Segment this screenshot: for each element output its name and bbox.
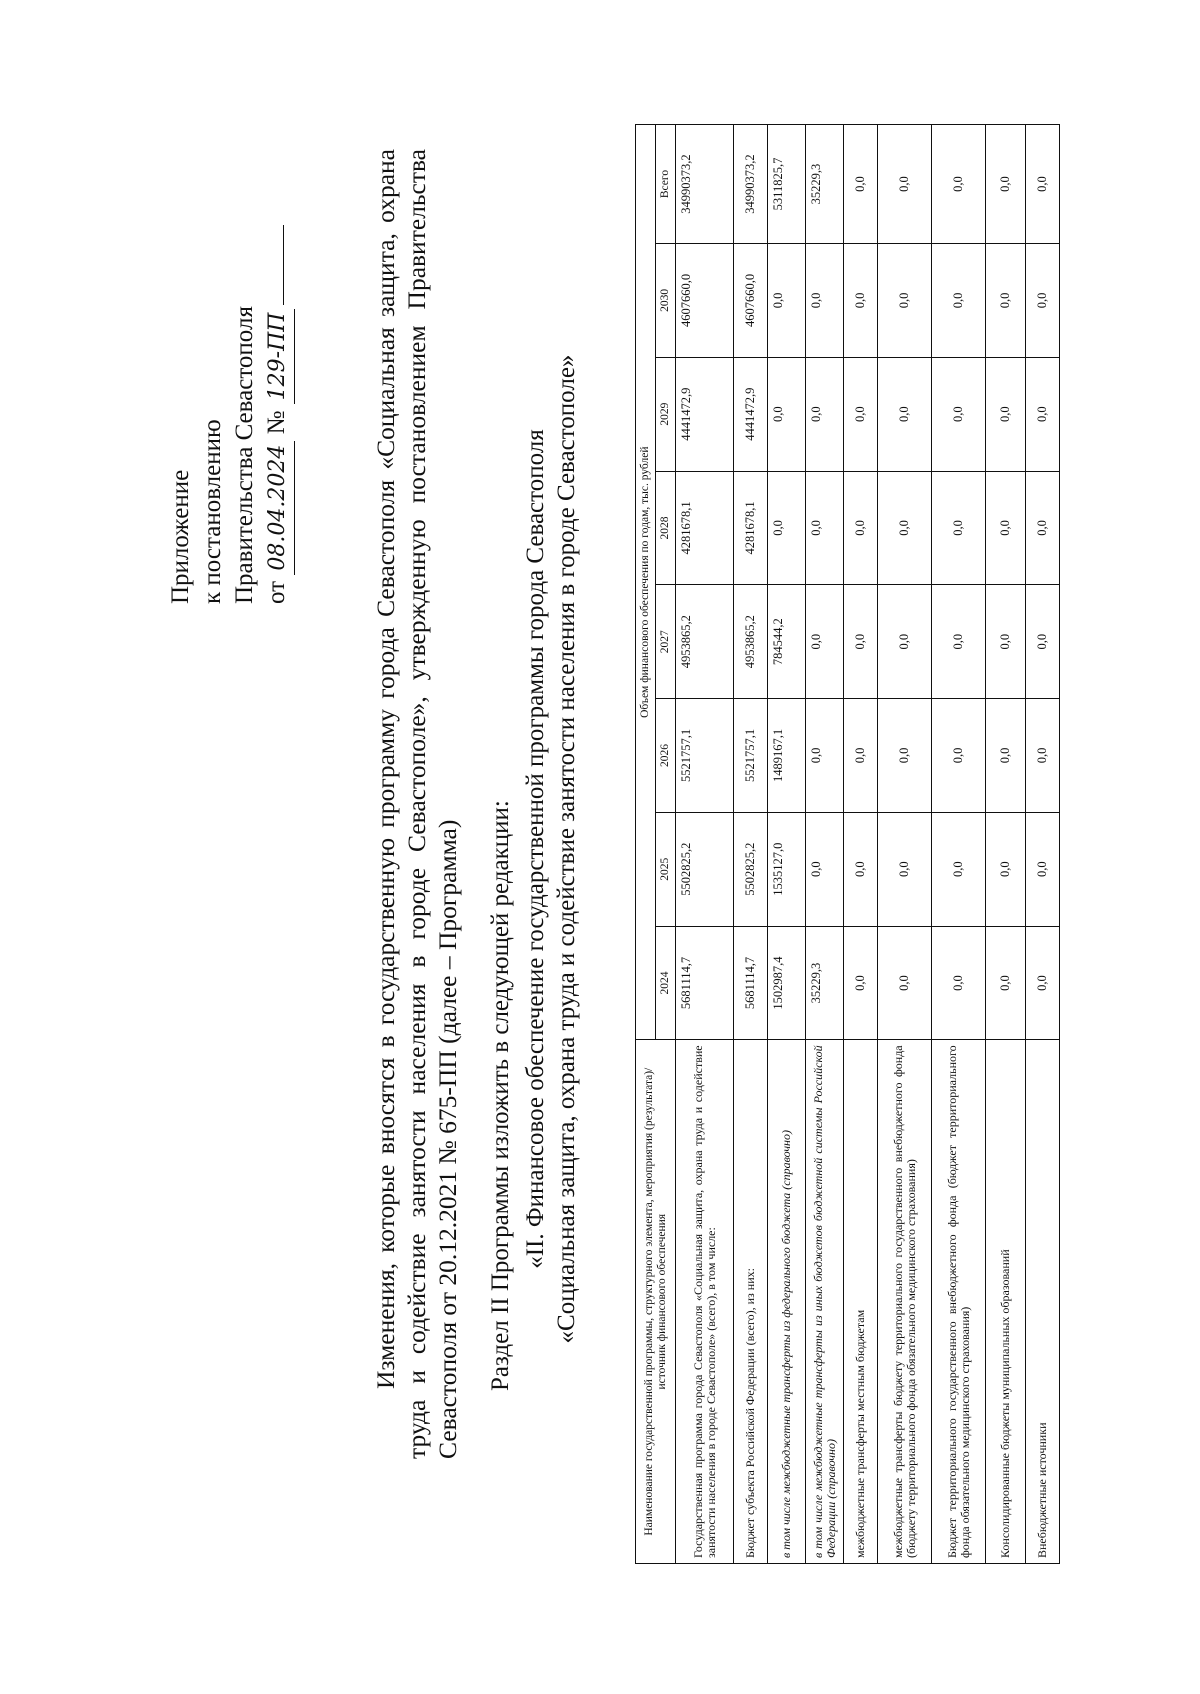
intro-paragraph — [370, 149, 463, 1459]
year-header: 2030 — [656, 244, 676, 358]
row-value: 0,0 — [806, 585, 844, 699]
row-name: Консолидированные бюджеты муниципальных образований — [986, 1040, 1026, 1564]
row-name: в том числе межбюджетные трансферты из иных бюджетов бюджетной системы Российской Федерации (справочно) — [806, 1040, 844, 1564]
number-underline — [283, 225, 284, 305]
table-row — [986, 125, 1026, 1564]
from-label: от — [263, 580, 290, 604]
row-value: 0,0 — [844, 812, 878, 926]
row-value: 0,0 — [844, 926, 878, 1040]
row-value: 0,0 — [986, 699, 1026, 813]
row-value: 5521757,1 — [676, 699, 734, 813]
row-value: 0,0 — [844, 471, 878, 585]
row-value: 5521757,1 — [734, 699, 768, 813]
row-value: 34990373,2 — [734, 125, 768, 244]
appendix-resolution: к постановлению — [199, 419, 226, 604]
financing-table — [635, 124, 1060, 1564]
row-value: 0,0 — [932, 585, 986, 699]
row-value: 0,0 — [986, 357, 1026, 471]
row-value: 0,0 — [932, 812, 986, 926]
row-value: 0,0 — [878, 926, 932, 1040]
handwritten-number: 129-ПП — [262, 309, 295, 405]
row-value: 0,0 — [768, 357, 806, 471]
row-value: 5681114,7 — [676, 926, 734, 1040]
table-row — [806, 125, 844, 1564]
year-header: 2027 — [656, 585, 676, 699]
section-title — [520, 184, 582, 1514]
row-value: 0,0 — [844, 125, 878, 244]
row-value: 0,0 — [932, 699, 986, 813]
table-row — [932, 125, 986, 1564]
row-value: 0,0 — [878, 357, 932, 471]
row-value: 0,0 — [986, 585, 1026, 699]
row-name: Бюджет территориального государственного внебюджетного фонда (бюджет территориального фонда обязательного медицинского страхования) — [932, 1040, 986, 1564]
appendix-government: Правительства Севастополя — [231, 306, 258, 604]
row-value: 5311825,7 — [768, 125, 806, 244]
row-name: межбюджетные трансферты бюджету территориального государственного внебюджетного фонда (бюджету территориального фонда обязательного медицинского страхования) — [878, 1040, 932, 1564]
table-row — [768, 125, 806, 1564]
row-value: 0,0 — [878, 244, 932, 358]
header-group-cell: Объем финансового обеспечения по годам, тыс. рублей — [636, 125, 656, 1040]
row-value: 0,0 — [1026, 244, 1060, 358]
row-value: 1489167,1 — [768, 699, 806, 813]
table-row — [676, 125, 734, 1564]
row-name: межбюджетные трансферты местным бюджетам — [844, 1040, 878, 1564]
row-value: 1535127,0 — [768, 812, 806, 926]
row-value: 0,0 — [878, 699, 932, 813]
row-value: 0,0 — [932, 471, 986, 585]
row-value: 0,0 — [1026, 926, 1060, 1040]
header-name-cell: Наименование государственной программы, структурного элемента, мероприятия (результата)/источник финансового обеспечения — [636, 1040, 676, 1564]
row-value: 0,0 — [844, 357, 878, 471]
row-value: 0,0 — [1026, 699, 1060, 813]
row-name: Бюджет субъекта Российской Федерации (всего), из них: — [734, 1040, 768, 1564]
row-value: 0,0 — [806, 812, 844, 926]
row-value: 5502825,2 — [734, 812, 768, 926]
row-value: 4441472,9 — [676, 357, 734, 471]
row-name: Внебюджетные источники — [1026, 1040, 1060, 1564]
row-value: 0,0 — [1026, 125, 1060, 244]
row-value: 0,0 — [932, 926, 986, 1040]
total-header: Всего — [656, 125, 676, 244]
row-value: 0,0 — [932, 244, 986, 358]
row-value: 4607660,0 — [676, 244, 734, 358]
row-value: 35229,3 — [806, 926, 844, 1040]
appendix-block — [165, 225, 295, 604]
row-value: 0,0 — [986, 926, 1026, 1040]
number-sign: № — [263, 410, 290, 435]
row-value: 0,0 — [1026, 585, 1060, 699]
row-value: 0,0 — [986, 125, 1026, 244]
row-value: 0,0 — [878, 812, 932, 926]
row-value: 784544,2 — [768, 585, 806, 699]
row-value: 4281678,1 — [676, 471, 734, 585]
row-value: 4607660,0 — [734, 244, 768, 358]
row-value: 4441472,9 — [734, 357, 768, 471]
row-value: 0,0 — [986, 471, 1026, 585]
row-value: 4953865,2 — [676, 585, 734, 699]
row-name: в том числе межбюджетные трансферты из федерального бюджета (справочно) — [768, 1040, 806, 1564]
row-value: 0,0 — [844, 699, 878, 813]
row-value: 0,0 — [806, 699, 844, 813]
row-value: 0,0 — [986, 244, 1026, 358]
handwritten-date: 08.04.2024 — [262, 441, 295, 575]
table-row — [734, 125, 768, 1564]
appendix-label: Приложение — [167, 469, 194, 604]
year-header: 2024 — [656, 926, 676, 1040]
row-value: 0,0 — [986, 812, 1026, 926]
row-value: 34990373,2 — [676, 125, 734, 244]
row-value: 1502987,4 — [768, 926, 806, 1040]
row-value: 0,0 — [844, 244, 878, 358]
row-value: 0,0 — [768, 244, 806, 358]
row-value: 0,0 — [806, 244, 844, 358]
row-value: 4281678,1 — [734, 471, 768, 585]
year-header: 2026 — [656, 699, 676, 813]
year-header: 2028 — [656, 471, 676, 585]
row-value: 0,0 — [806, 471, 844, 585]
year-header: 2029 — [656, 357, 676, 471]
row-value: 0,0 — [932, 357, 986, 471]
table-row — [1026, 125, 1060, 1564]
row-value: 0,0 — [1026, 812, 1060, 926]
year-header: 2025 — [656, 812, 676, 926]
row-value: 0,0 — [768, 471, 806, 585]
table-row — [878, 125, 932, 1564]
table-row — [844, 125, 878, 1564]
section-title-line1: «II. Финансовое обеспечение государственной программы города Севастополя — [522, 429, 549, 1269]
row-value: 0,0 — [878, 471, 932, 585]
row-value: 0,0 — [878, 125, 932, 244]
row-value: 0,0 — [1026, 357, 1060, 471]
row-value: 4953865,2 — [734, 585, 768, 699]
row-value: 5502825,2 — [676, 812, 734, 926]
row-value: 5681114,7 — [734, 926, 768, 1040]
table-header-row — [636, 125, 656, 1564]
row-value: 0,0 — [932, 125, 986, 244]
row-value: 0,0 — [806, 357, 844, 471]
appendix-date-line — [261, 225, 295, 604]
row-name: Государственная программа города Севастополя «Социальная защита, охрана труда и содействие занятости населения в городе Севастополе» (всего), в том числе: — [676, 1040, 734, 1564]
section-title-line2: «Социальная защита, охрана труда и содействие занятости населения в городе Севастополе» — [553, 354, 580, 1344]
section-instruction: Раздел II Программы изложить в следующей редакции: — [487, 800, 514, 1391]
row-value: 0,0 — [844, 585, 878, 699]
row-value: 0,0 — [878, 585, 932, 699]
intro-text: Изменения, которые вносятся в государственную программу города Севастополя «Социальная защита, охрана труда и содействие занятости населения в городе Севастополе», утвержденную постановлением Правительства Севастополя от 20.12.2021 № 675-ПП (далее – Программа) — [371, 149, 462, 1459]
row-value: 35229,3 — [806, 125, 844, 244]
row-value: 0,0 — [1026, 471, 1060, 585]
